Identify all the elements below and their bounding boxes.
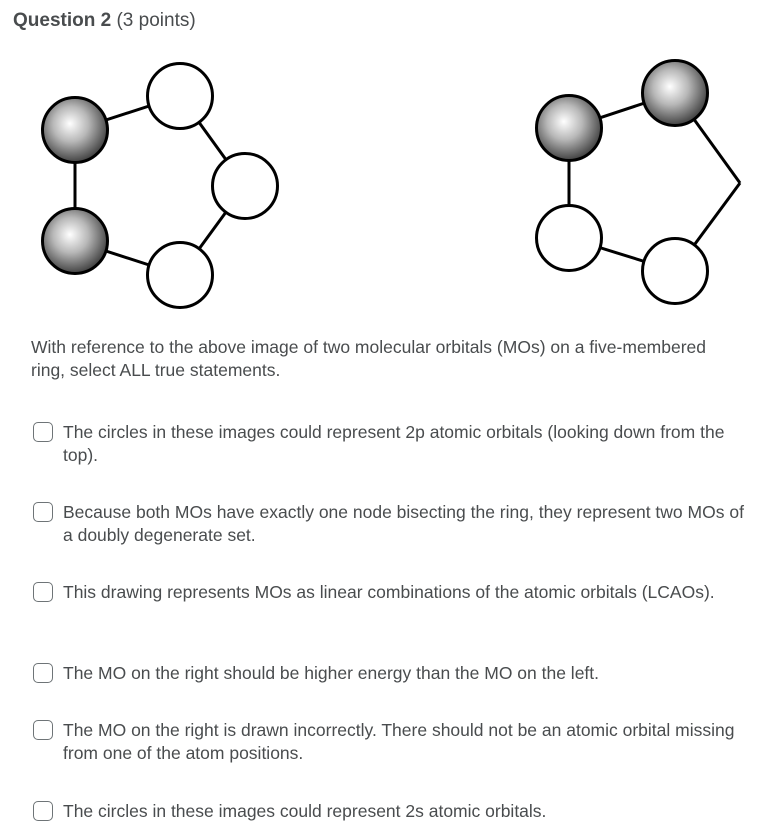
left-mo-orbital-upper-left (43, 98, 108, 163)
answer-option-5[interactable] (33, 719, 753, 765)
left-mo-orbital-top (148, 64, 213, 129)
answer-option-2[interactable] (33, 501, 753, 547)
right-mo-orbital-lower-left (537, 206, 602, 271)
left-mo-orbital-right (213, 154, 278, 219)
option-6-checkbox[interactable] (33, 801, 53, 821)
right-mo-diagram (537, 61, 741, 304)
answer-option-6[interactable] (33, 800, 753, 823)
option-4-checkbox[interactable] (33, 663, 53, 683)
right-mo-orbital-bottom (643, 239, 708, 304)
question-points: (3 points) (116, 10, 196, 31)
right-mo-orbital-upper-left (537, 96, 602, 161)
option-6-label[interactable]: The circles in these images could represent 2s atomic orbitals. (63, 801, 547, 821)
option-5-label[interactable]: The MO on the right is drawn incorrectly. There should not be an atomic orbital missing from one of the atom positions. (63, 720, 735, 763)
answer-option-4[interactable] (33, 662, 753, 685)
answer-option-3[interactable] (33, 581, 753, 604)
option-2-checkbox[interactable] (33, 502, 53, 522)
answer-option-1[interactable] (33, 421, 753, 467)
left-mo-orbital-lower-left (43, 209, 108, 274)
question-prompt: With reference to the above image of two molecular orbitals (MOs) on a five-membered ring, select ALL true statements. (31, 337, 707, 380)
option-3-label[interactable]: This drawing represents MOs as linear combinations of the atomic orbitals (LCAOs). (63, 582, 715, 602)
option-1-label[interactable]: The circles in these images could represent 2p atomic orbitals (looking down from the top). (63, 422, 725, 465)
option-4-label[interactable]: The MO on the right should be higher energy than the MO on the left. (63, 663, 600, 683)
option-5-checkbox[interactable] (33, 720, 53, 740)
option-1-checkbox[interactable] (33, 422, 53, 442)
right-mo-orbital-top (643, 61, 708, 126)
question-title: Question 2 (13, 10, 112, 31)
left-mo-orbital-bottom (148, 243, 213, 308)
left-mo-diagram (43, 64, 278, 308)
option-2-label[interactable]: Because both MOs have exactly one node bisecting the ring, they represent two MOs of a doubly degenerate set. (63, 502, 744, 545)
option-3-checkbox[interactable] (33, 582, 53, 602)
mo-diagram (0, 0, 769, 330)
